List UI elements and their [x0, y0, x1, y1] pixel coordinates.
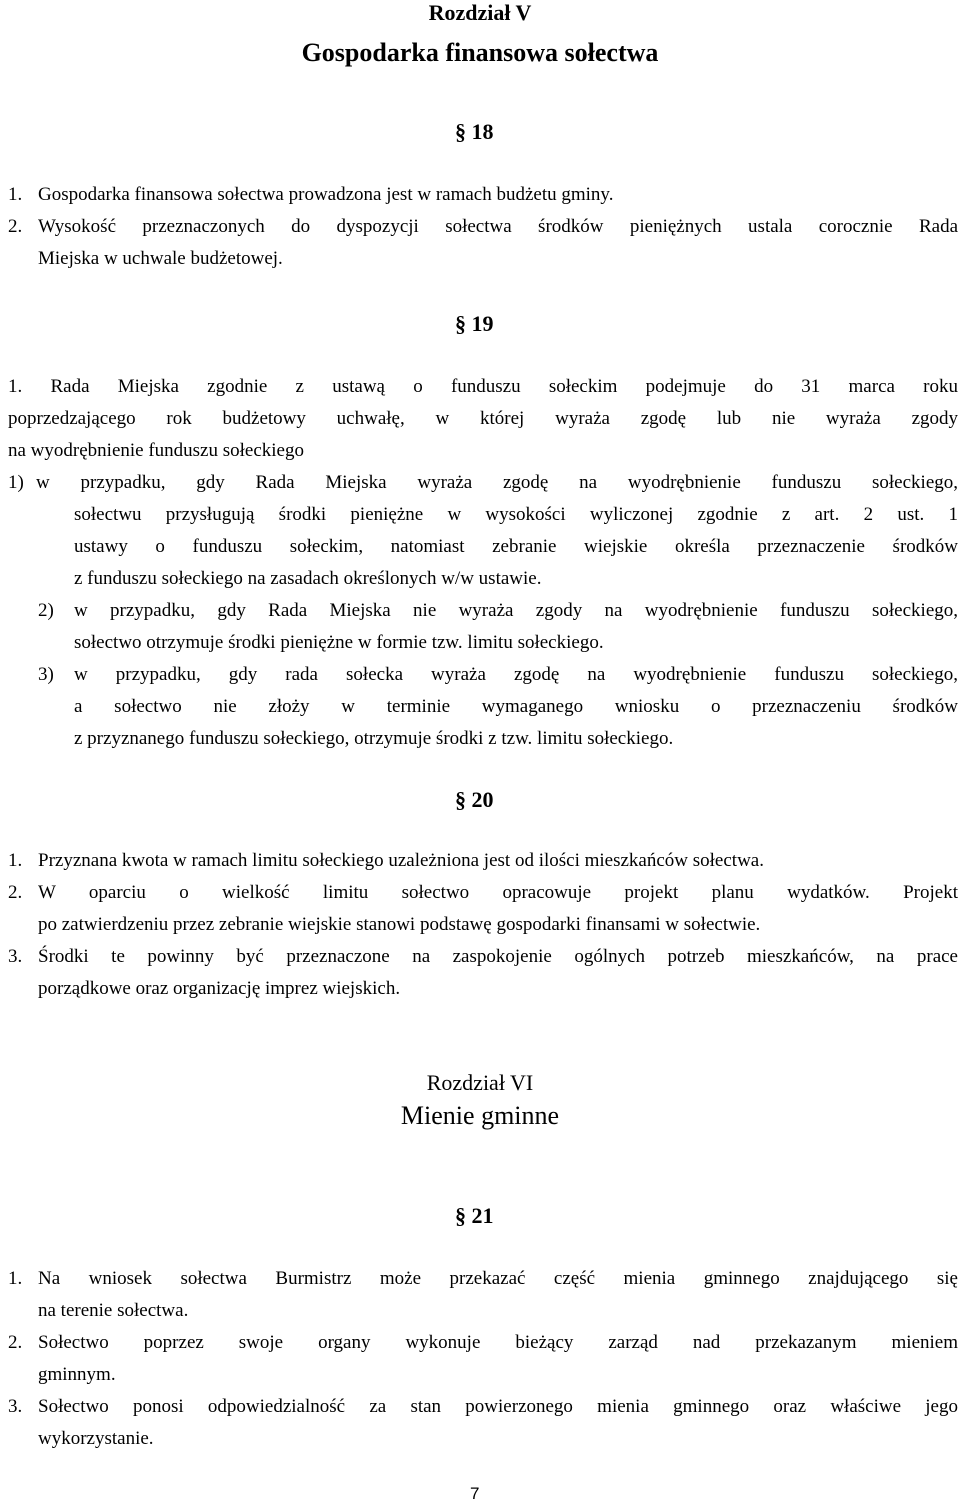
item-number: 2. — [8, 882, 23, 903]
page-number: 7 — [470, 1484, 480, 1503]
item-number: 1. — [8, 850, 23, 871]
paragraph-sign: § 19 — [455, 311, 494, 336]
item-text-line: Sołectwo poprzez swoje organy wykonuje bieżący zarząd nad przekazanym mieniem — [38, 1332, 958, 1353]
item-number: 1. — [8, 1268, 23, 1289]
point-text-line: sołectwu przysługują środki pieniężne w wysokości wyliczonej zgodnie z art. 2 ust. 1 — [74, 504, 958, 525]
point-text-line: w przypadku, gdy rada sołecka wyraża zgodę na wyodrębnienie funduszu sołeckiego, — [74, 664, 958, 685]
point-text-line: sołectwo otrzymuje środki pieniężne w formie tzw. limitu sołeckiego. — [74, 632, 604, 653]
item-number: 2. — [8, 1332, 23, 1353]
item-text-line: Sołectwo ponosi odpowiedzialność za stan powierzonego mienia gminnego oraz właściwe jego — [38, 1396, 958, 1417]
intro-line: na wyodrębnienie funduszu sołeckiego — [8, 440, 304, 461]
point-text-line: a sołectwo nie złoży w terminie wymaganego wniosku o przeznaczeniu środków — [74, 696, 958, 717]
item-text-line: Środki te powinny być przeznaczone na zaspokojenie ogólnych potrzeb mieszkańców, na prace — [38, 946, 958, 967]
item-text-line: wykorzystanie. — [38, 1428, 154, 1449]
point-text-line: w przypadku, gdy Rada Miejska nie wyraża zgody na wyodrębnienie funduszu sołeckiego, — [74, 600, 958, 621]
item-text-line: Na wniosek sołectwa Burmistrz może przekazać część mienia gminnego znajdującego się — [38, 1268, 958, 1289]
point-text-line: z przyznanego funduszu sołeckiego, otrzymuje środki z tzw. limitu sołeckiego. — [74, 728, 674, 749]
item-text: Gospodarka finansowa sołectwa prowadzona jest w ramach budżetu gminy. — [38, 184, 614, 205]
chapter-label: Rozdział V — [428, 0, 532, 25]
paragraph-sign: § 20 — [455, 787, 494, 812]
point-text-line: z funduszu sołeckiego na zasadach określonych w/w ustawie. — [74, 568, 542, 589]
point-number: 2) — [38, 600, 54, 621]
item-number: 2. — [8, 216, 23, 237]
paragraph-sign: § 18 — [455, 119, 494, 144]
chapter-label: Rozdział VI — [426, 1070, 534, 1095]
item-number: 3. — [8, 946, 23, 967]
intro-line: 1. Rada Miejska zgodnie z ustawą o funduszu sołeckim podejmuje do 31 marca roku — [8, 376, 958, 397]
item-text-line: Wysokość przeznaczonych do dyspozycji sołectwa środków pieniężnych ustala corocznie Rada — [38, 216, 958, 237]
item-number: 3. — [8, 1396, 23, 1417]
item-text-line: porządkowe oraz organizację imprez wiejskich. — [38, 978, 401, 999]
item-text-line: gminnym. — [38, 1364, 116, 1385]
item-text-line: na terenie sołectwa. — [38, 1300, 189, 1321]
item-number: 1. — [8, 184, 23, 205]
point-text-line: ustawy o funduszu sołeckim, natomiast zebranie wiejskie określa przeznaczenie środków — [74, 536, 958, 557]
point-number: 3) — [38, 664, 54, 685]
point-text-line: w przypadku, gdy Rada Miejska wyraża zgodę na wyodrębnienie funduszu sołeckiego, — [36, 472, 958, 493]
intro-line: poprzedzającego rok budżetowy uchwałę, w której wyraża zgodę lub nie wyraża zgody — [8, 408, 958, 429]
chapter-title: Gospodarka finansowa sołectwa — [301, 38, 659, 67]
item-text-line: Miejska w uchwale budżetowej. — [38, 248, 283, 269]
item-text-line: W oparciu o wielkość limitu sołectwo opracowuje projekt planu wydatków. Projekt — [38, 882, 958, 903]
chapter-title: Mienie gminne — [400, 1101, 560, 1130]
item-text-line: Przyznana kwota w ramach limitu sołeckiego uzależniona jest od ilości mieszkańców sołectwa. — [38, 850, 764, 871]
item-text-line: po zatwierdzeniu przez zebranie wiejskie stanowi podstawę gospodarki finansami w sołectwie. — [38, 914, 761, 935]
point-number: 1) — [8, 472, 24, 493]
paragraph-sign: § 21 — [455, 1203, 494, 1228]
